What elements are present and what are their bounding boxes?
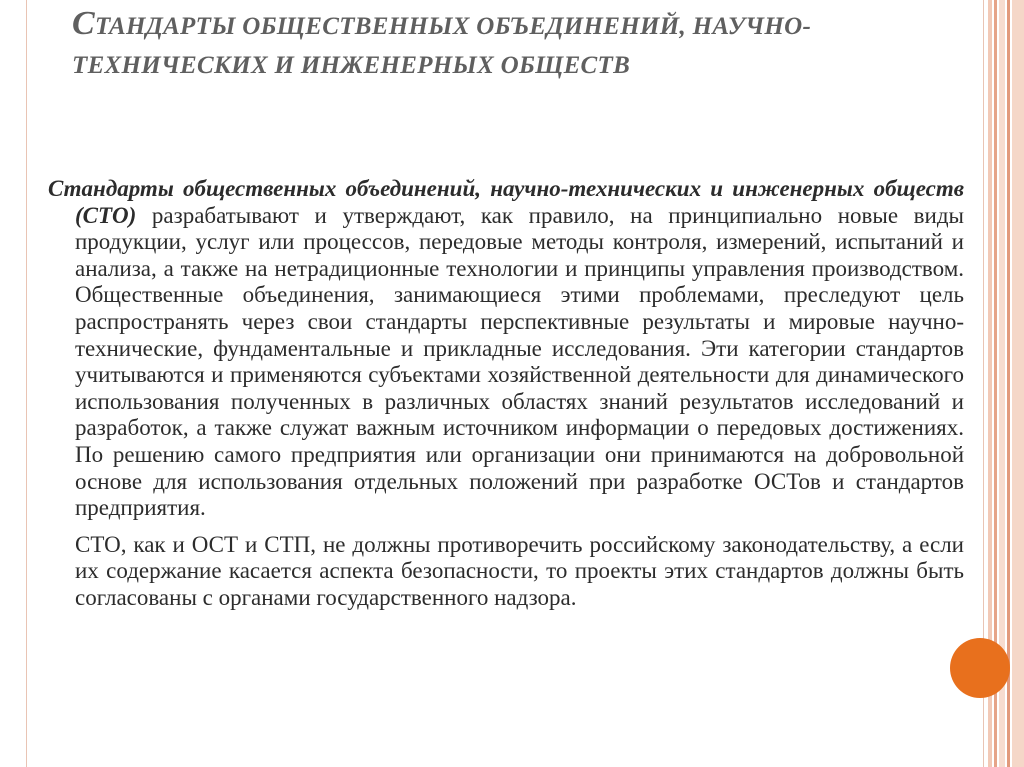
paragraph-1 [48, 176, 964, 522]
slide-title [72, 4, 952, 85]
stripe-5 [1012, 0, 1024, 767]
slide-body [48, 176, 964, 612]
title-rest: ТАНДАРТЫ ОБЩЕСТВЕННЫХ ОБЪЕДИНЕНИЙ, НАУЧНО-ТЕХНИЧЕСКИХ И ИНЖЕНЕРНЫХ ОБЩЕСТВ [72, 13, 812, 79]
paragraph-2: СТО, как и ОСТ и СТП, не должны противоречить российскому законодательству, а если их содержание касается аспекта безопасности, то проекты этих стандартов должны быть согласованы с органами государственного надзора. [75, 531, 964, 610]
paragraph-1-lead: Стандарты общественных объединений, научно-технических и инженерных обществ (СТО) [48, 176, 964, 228]
orange-circle-decoration [950, 638, 1010, 698]
stripe-4 [1007, 0, 1010, 767]
title-first-letter: С [72, 5, 95, 42]
paragraph-1-rest: разрабатывают и утверждают, как правило, на принципиально новые виды продукции, услуг или процессов, передовые методы контроля, измерений, испытаний и анализа, а также на нетрадиционные технологии и принципы управления производством. Общественные объединения, занимающиеся этими проблемами, преследуют цель распространять через свои стандарты перспективные результаты и мировые научно-технические, фундаментальные и прикладные исследования. Эти категории стандартов учитываются и применяются субъектами хозяйственной деятельности для динамического использования полученных в различных областях знаний результатов исследований и разработок, а также служат важным источником информации о передовых достижениях. По решению самого предприятия или организации они принимаются на добровольной основе для использования отдельных положений при разработке ОСТов и стандартов предприятия. [75, 202, 964, 521]
